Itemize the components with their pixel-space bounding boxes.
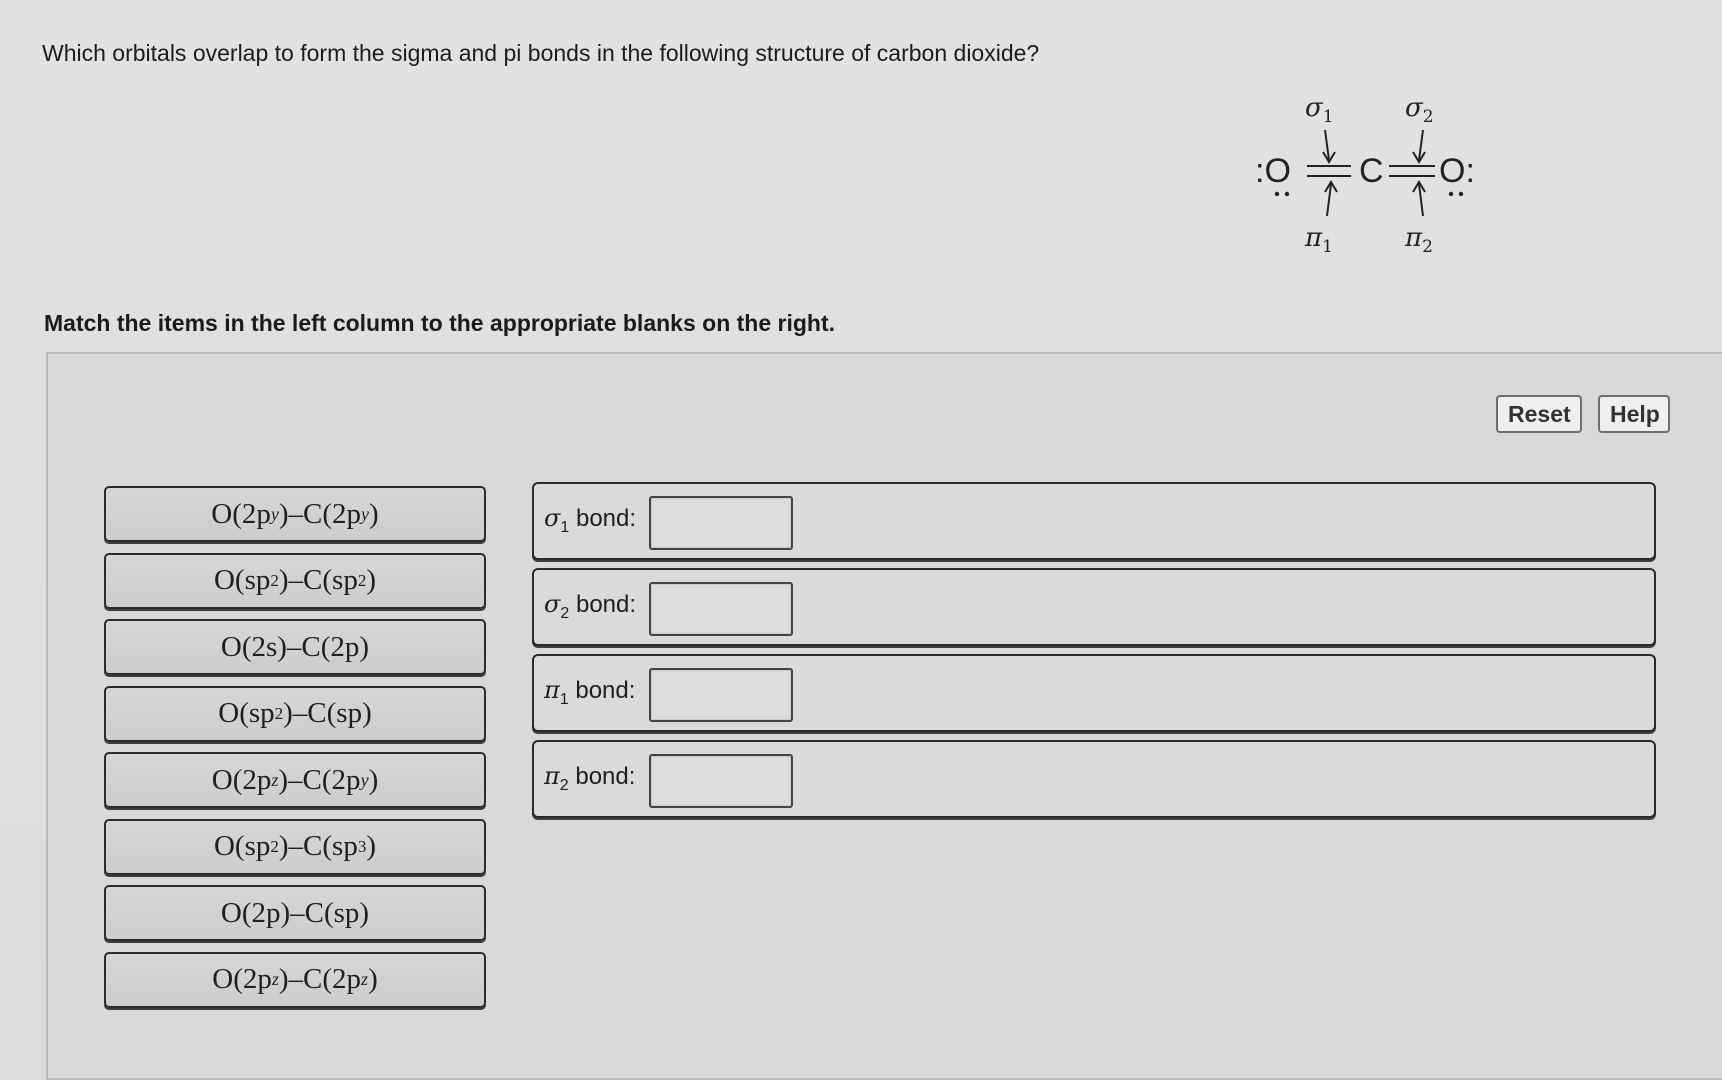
atom-c: C: [1359, 152, 1384, 190]
choice-item[interactable]: O(2p z )–C(2p z ): [104, 952, 486, 1008]
atom-o-left: :O: [1255, 152, 1291, 190]
target-row-sigma2: [532, 568, 1656, 646]
target-row-pi1: [532, 654, 1656, 732]
target-label: $\sigma_2$ bond:: [544, 590, 637, 622]
pi2-label: $\pi_2$: [1405, 223, 1433, 257]
sigma1-label: $\sigma_1$: [1305, 93, 1334, 127]
reset-button[interactable]: Reset: [1496, 395, 1582, 433]
choice-item[interactable]: O(2s)–C(2p): [104, 619, 486, 675]
drop-zone-sigma2[interactable]: [649, 582, 793, 636]
target-label: $\pi_1$ bond:: [544, 676, 636, 708]
drop-zone-pi2[interactable]: [649, 754, 793, 808]
target-list: [532, 482, 1656, 826]
choice-item[interactable]: O(sp 2 )–C(sp 2 ): [104, 553, 486, 609]
choice-item[interactable]: O(2p z )–C(2p y ): [104, 752, 486, 808]
question-text: Which orbitals overlap to form the sigma and pi bonds in the following structure of carbon dioxide?: [42, 40, 1040, 66]
help-button[interactable]: Help: [1598, 395, 1670, 433]
sigma2-label: $\sigma_2$: [1405, 93, 1434, 127]
choice-item[interactable]: O(sp 2 )–C(sp 3 ): [104, 819, 486, 875]
atom-o-right: O:: [1439, 152, 1475, 190]
choice-item[interactable]: O(2p)–C(sp): [104, 885, 486, 941]
pi1-label: $\pi_1$: [1305, 223, 1333, 257]
target-label: $\pi_2$ bond:: [544, 762, 636, 794]
target-label: $\sigma_1$ bond:: [544, 504, 637, 536]
target-row-pi2: [532, 740, 1656, 818]
co2-structure-diagram: [1255, 88, 1495, 268]
choice-list: [104, 486, 486, 1018]
choice-item[interactable]: O(2p y )–C(2p y ): [104, 486, 486, 542]
choice-item[interactable]: O(sp 2 )–C(sp): [104, 686, 486, 742]
drop-zone-pi1[interactable]: [649, 668, 793, 722]
drop-zone-sigma1[interactable]: [649, 496, 793, 550]
instruction-text: Match the items in the left column to the appropriate blanks on the right.: [44, 310, 836, 336]
target-row-sigma1: [532, 482, 1656, 560]
